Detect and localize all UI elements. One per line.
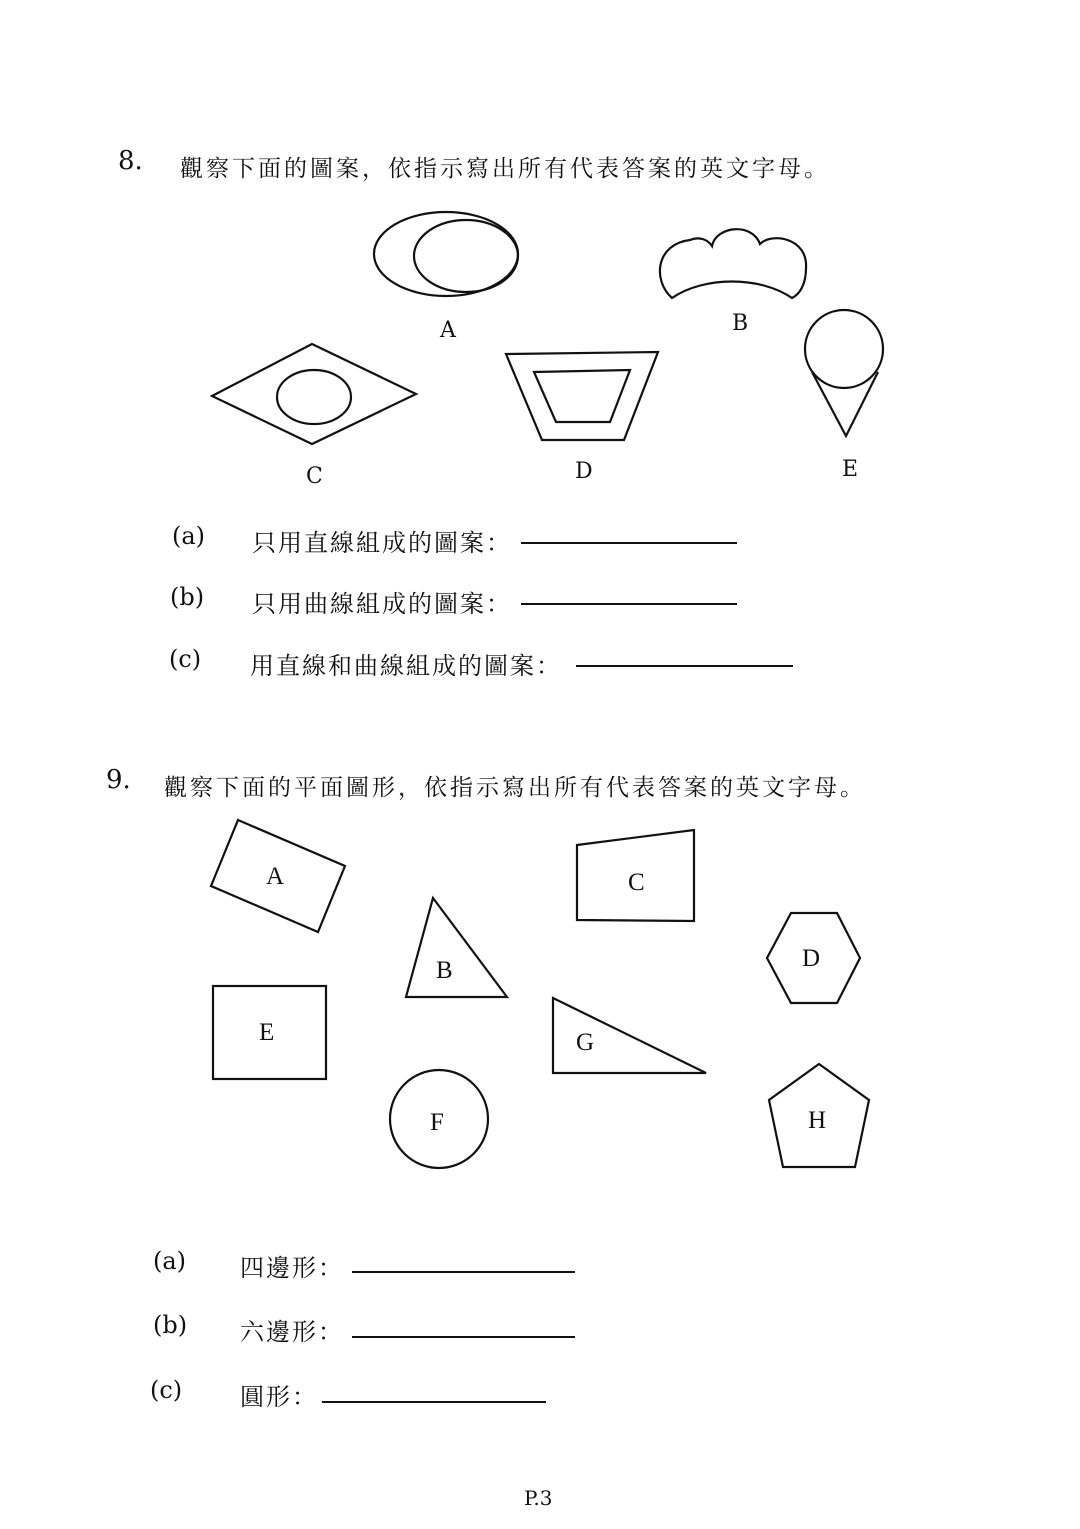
q8-part-c-text: 用直線和曲線組成的圖案： [250,652,562,680]
q9-label-a: A [266,863,285,890]
q8-number: 8. [118,146,143,176]
q8-label-e: E [842,457,859,482]
q9-label-g: G [576,1029,595,1056]
q8-part-a-text: 只用直線組成的圖案： [252,529,512,557]
q9-label-e: E [259,1019,275,1046]
q9-part-b-answer-blank[interactable] [352,1336,575,1338]
q9-part-c-tag: (c) [150,1376,183,1404]
q9-label-b: B [436,957,453,984]
q9-part-a-answer-blank[interactable] [352,1271,575,1273]
q8-figure-e [805,310,883,436]
q9-part-a-text: 四邊形： [240,1254,344,1282]
q9-part-c-text: 圓形： [240,1383,318,1411]
q8-part-a-answer-blank[interactable] [521,542,737,544]
q8-figure-a [374,212,518,296]
q8-part-c-tag: (c) [169,645,202,673]
q8-label-c: C [306,464,323,489]
q9-figure-b [406,898,507,997]
q9-part-c-answer-blank[interactable] [322,1401,546,1403]
q8-instruction: 觀察下面的圖案，依指示寫出所有代表答案的英文字母。 [180,156,830,182]
q8-label-b: B [732,311,749,336]
q8-part-a-tag: (a) [172,522,206,550]
q8-label-a: A [440,318,456,343]
q9-label-c: C [628,869,645,896]
q8-part-b-answer-blank[interactable] [521,603,737,605]
q9-part-a-tag: (a) [153,1247,187,1275]
q8-part-c-answer-blank[interactable] [576,665,793,667]
q8-label-d: D [575,459,593,484]
q8-figure-d [506,352,658,440]
q8-part-b-tag: (b) [170,583,205,611]
page-number: P.3 [524,1486,553,1510]
q9-label-d: D [802,945,821,972]
q9-number: 9. [106,765,131,795]
q9-part-b-tag: (b) [153,1311,188,1339]
q8-figure-c [212,344,416,444]
q9-instruction: 觀察下面的平面圖形，依指示寫出所有代表答案的英文字母。 [164,775,866,801]
q9-label-f: F [430,1109,444,1136]
q8-figure-b [660,229,806,298]
q8-part-b-text: 只用曲線組成的圖案： [252,590,512,618]
q9-part-b-text: 六邊形： [240,1318,344,1346]
q9-label-h: H [808,1107,827,1134]
